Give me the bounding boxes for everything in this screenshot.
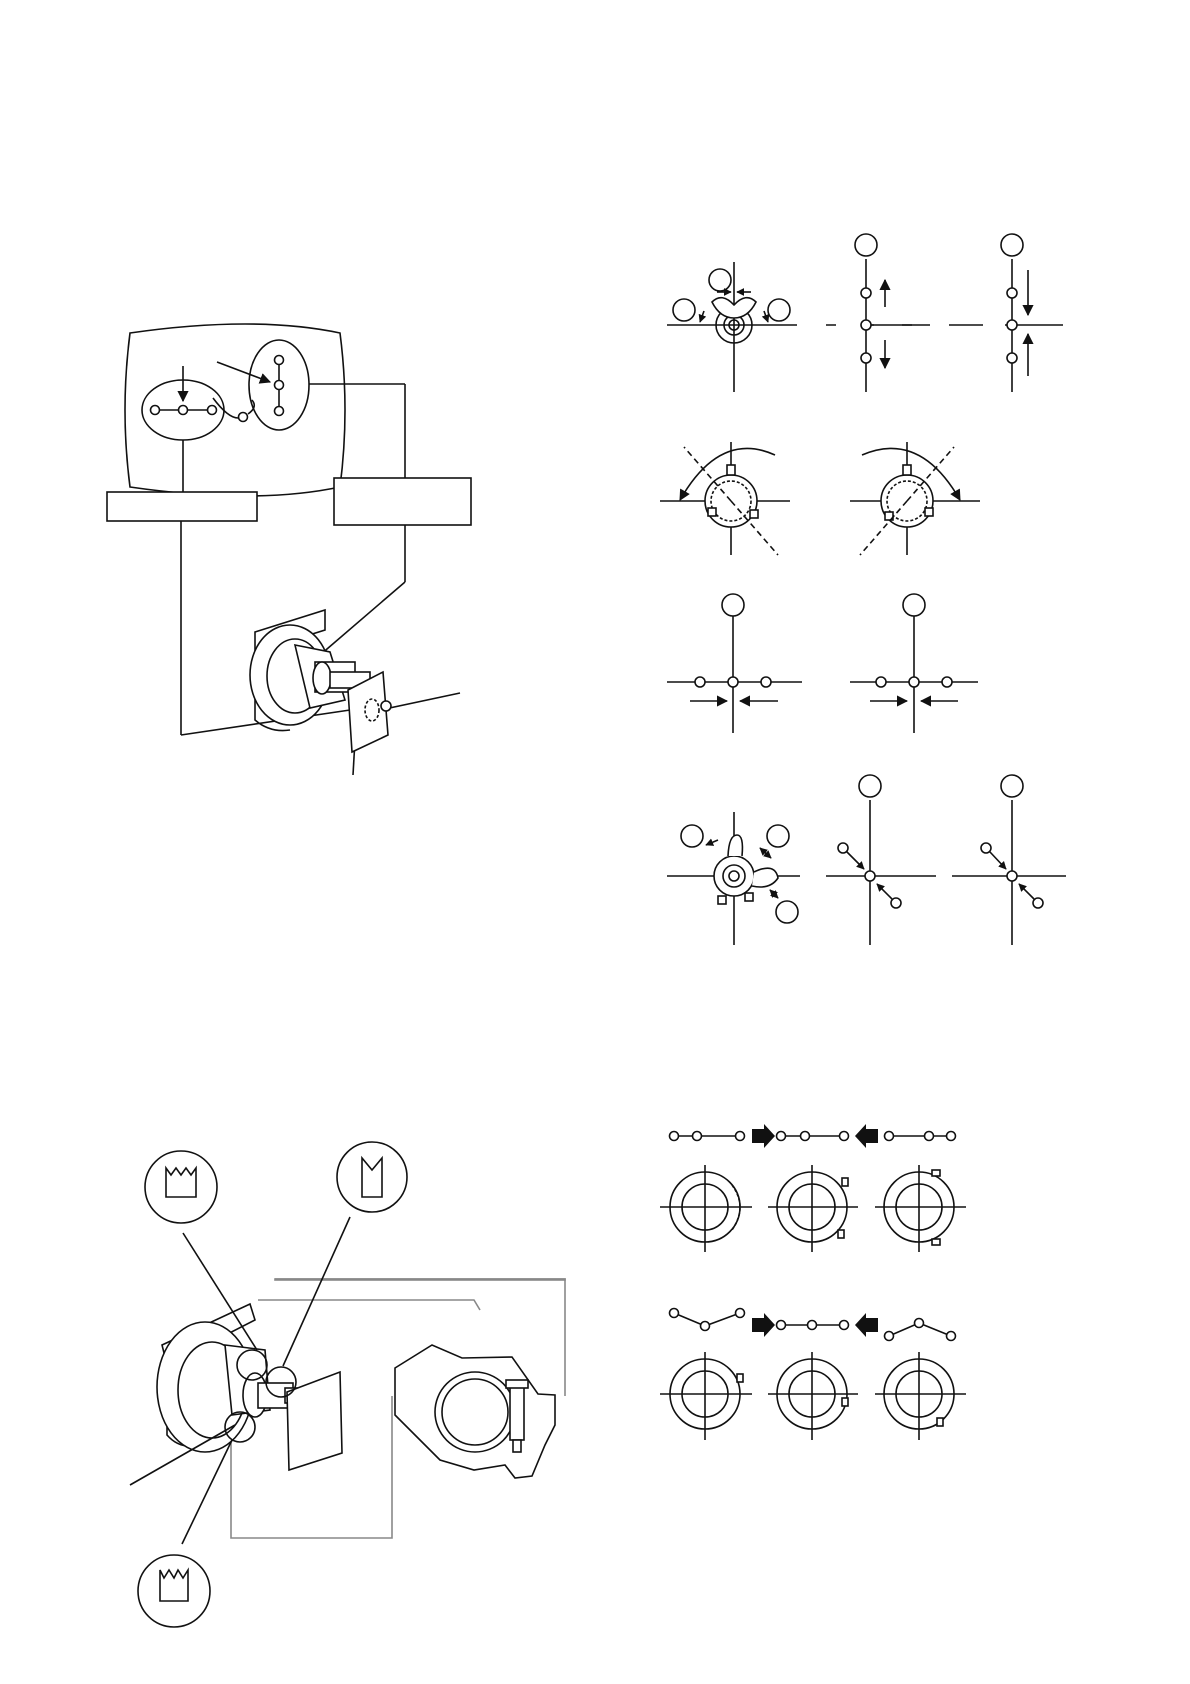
adjust-figure-1 <box>667 262 797 392</box>
callout-circle-top-right <box>337 1142 407 1212</box>
label-box-right <box>334 478 471 525</box>
bold-arrow-left-icon <box>855 1313 878 1337</box>
magnet-table-row2 <box>660 1309 966 1441</box>
adjust-figure-4 <box>667 812 800 945</box>
yoke-assembly-top <box>250 610 391 752</box>
convergence-figure-left <box>667 594 802 733</box>
rotate-figure-left <box>660 442 790 555</box>
adjust-figure-3 <box>949 234 1063 392</box>
magnet-table-row1 <box>660 1124 966 1252</box>
bold-arrow-left-icon <box>855 1124 878 1148</box>
convergence-figure-right <box>850 594 978 733</box>
adjust-figure-2 <box>826 234 930 392</box>
adjust-figure-6 <box>952 775 1066 945</box>
label-box-left <box>107 492 257 521</box>
callout-circle-top-left <box>145 1151 217 1223</box>
ring-1a <box>660 1165 752 1252</box>
adjust-figure-5 <box>826 775 936 945</box>
ring-1c <box>875 1165 966 1252</box>
center-dot <box>239 413 248 422</box>
callout-circle-bottom <box>138 1555 210 1627</box>
ring-2b <box>768 1352 858 1440</box>
arrow-right-icon <box>217 362 270 382</box>
ring-2a <box>660 1352 752 1440</box>
ring-1b <box>768 1165 858 1252</box>
bold-arrow-right-icon <box>752 1313 775 1337</box>
rotate-figure-right <box>850 442 980 555</box>
yoke-assembly-bottom <box>130 1142 565 1627</box>
crt-neck-view <box>395 1345 555 1478</box>
ring-2c <box>875 1352 966 1440</box>
bold-arrow-right-icon <box>752 1124 775 1148</box>
